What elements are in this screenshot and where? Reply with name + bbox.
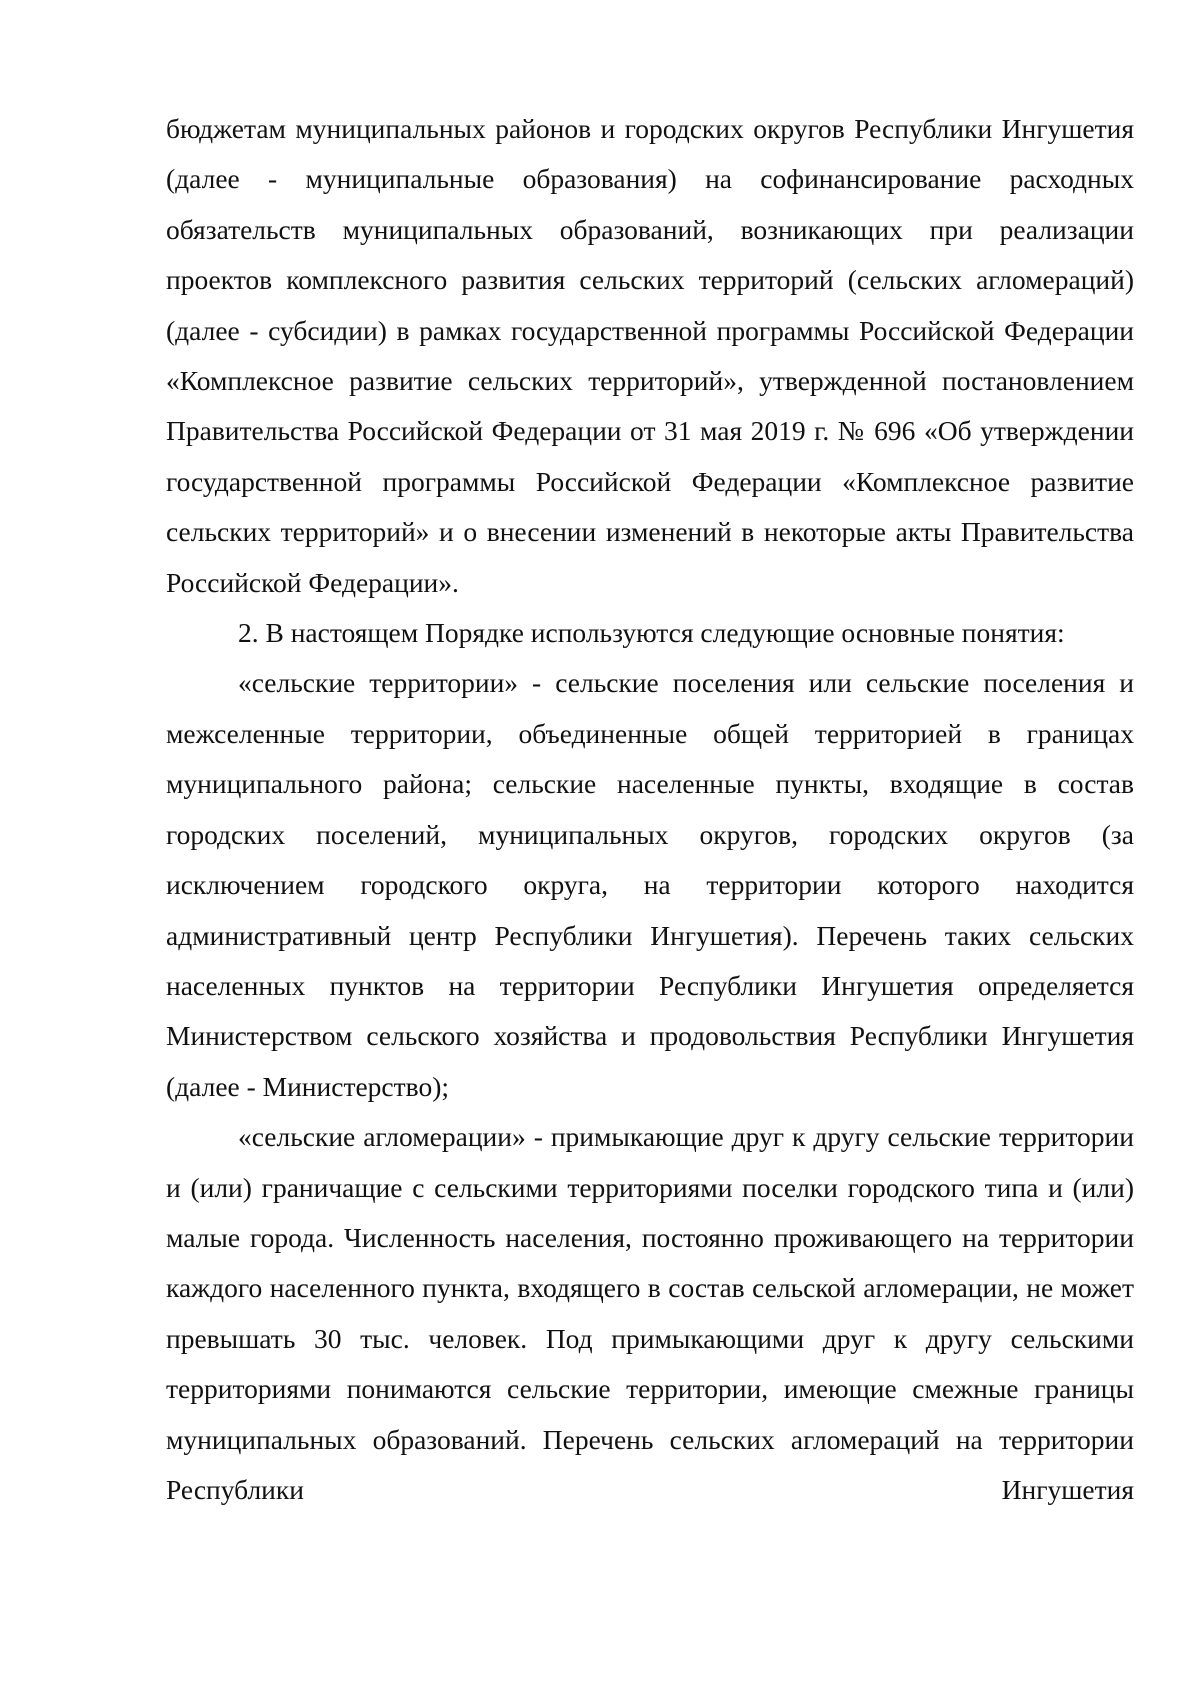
paragraph-intro: бюджетам муниципальных районов и городских округов Республики Ингушетия (далее - муниципальные образования) на софинансирование расходных обязательств муниципальных образований, возникающих при реализации проектов комплексного развития сельских территорий (сельских агломераций) (далее - субсидии) в рамках государственной программы Российской Федерации «Комплексное развитие сельских территорий», утвержденной постановлением Правительства Российской Федерации от 31 мая 2019 г. № 696 «Об утверждении государственной программы Российской Федерации «Комплексное развитие сельских территорий» и о внесении изменений в некоторые акты Правительства Российской Федерации». (166, 113, 1134, 598)
paragraph-item-2: 2. В настоящем Порядке используются следующие основные понятия: (238, 617, 1065, 649)
document-page (166, 104, 1134, 1515)
paragraph-rural-agglomerations: «сельские агломерации» - примыкающие друг к другу сельские территории и (или) граничащие с сельскими территориями поселки городского типа и (или) малые города. Численность населения, постоянно проживающего на территории каждого населенного пункта, входящего в состав сельской агломерации, не может превышать 30 тыс. человек. Под примыкающими друг к другу сельскими территориями понимаются сельские территории, имеющие смежные границы муниципальных образований. Перечень сельских агломераций на территории Республики Ингушетия (166, 1121, 1134, 1505)
paragraph-rural-territories: «сельские территории» - сельские поселения или сельские поселения и межселенные территории, объединенные общей территорией в границах муниципального района; сельские населенные пункты, входящие в состав городских поселений, муниципальных округов, городских округов (за исключением городского округа, на территории которого находится административный центр Республики Ингушетия). Перечень таких сельских населенных пунктов на территории Республики Ингушетия определяется Министерством сельского хозяйства и продовольствия Республики Ингушетия (далее - Министерство); (166, 667, 1134, 1102)
